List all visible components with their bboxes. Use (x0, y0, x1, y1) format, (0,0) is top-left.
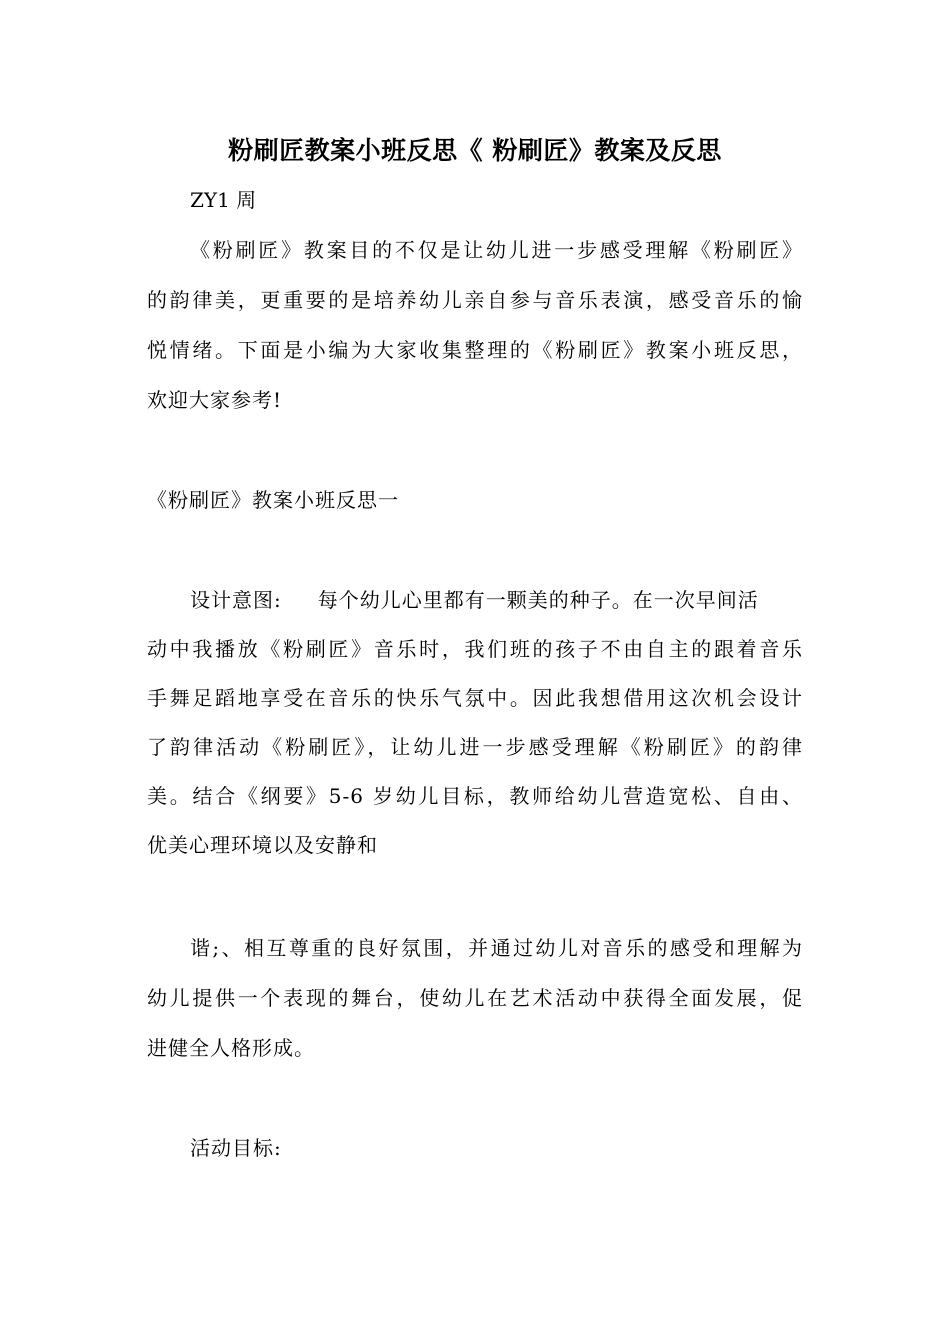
page-title: 粉刷匠教案小班反思《 粉刷匠》教案及反思 (228, 136, 722, 165)
intro-line-4: 欢迎大家参考! (147, 388, 283, 412)
design-line-5: 美。结合《纲要》5-6 岁幼儿目标，教师给幼儿营造宽松、自由、 (147, 784, 803, 808)
design-line-6: 优美心理环境以及安静和 (147, 833, 378, 857)
section-heading: 《粉刷匠》教案小班反思一 (147, 488, 399, 512)
design-label: 设计意图: (190, 588, 282, 612)
intro-line-2: 的韵律美，更重要的是培养幼儿亲自参与音乐表演，感受音乐的愉 (147, 288, 803, 312)
subtitle: ZY1 周 (190, 188, 257, 212)
design-intent-line (190, 585, 759, 615)
design-first-line: 每个幼儿心里都有一颗美的种子。在一次早间活 (317, 588, 759, 612)
continuation-line-2: 幼儿提供一个表现的舞台，使幼儿在艺术活动中获得全面发展，促 (147, 986, 803, 1010)
intro-line-3: 悦情绪。下面是小编为大家收集整理的《粉刷匠》教案小班反思， (147, 338, 803, 362)
design-line-2: 动中我播放《粉刷匠》音乐时，我们班的孩子不由自主的跟着音乐 (147, 637, 803, 661)
goals-label: 活动目标: (190, 1136, 282, 1160)
continuation-line-3: 进健全人格形成。 (147, 1036, 315, 1060)
continuation-line-1: 谐;、相互尊重的良好氛围，并通过幼儿对音乐的感受和理解为 (190, 936, 803, 960)
design-line-3: 手舞足蹈地享受在音乐的快乐气氛中。因此我想借用这次机会设计 (147, 686, 803, 710)
intro-line-1: 《粉刷匠》教案目的不仅是让幼儿进一步感受理解《粉刷匠》 (190, 238, 803, 262)
design-line-4: 了韵律活动《粉刷匠》，让幼儿进一步感受理解《粉刷匠》的韵律 (147, 735, 803, 759)
